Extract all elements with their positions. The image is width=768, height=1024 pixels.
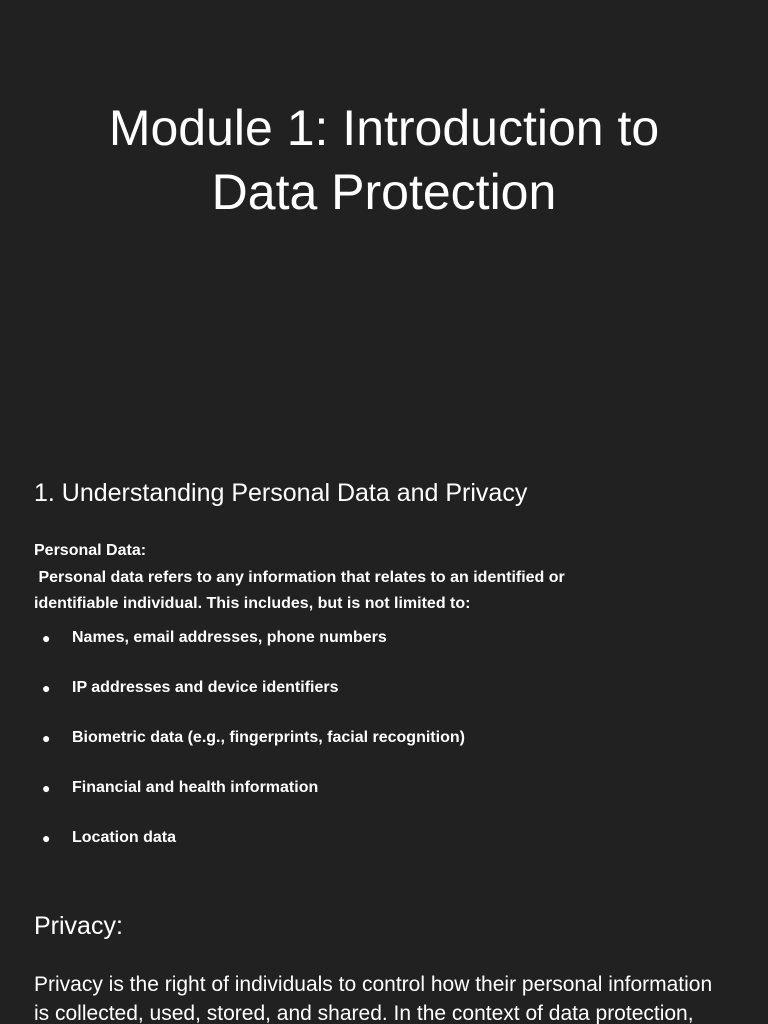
list-item-text: Biometric data (e.g., fingerprints, facial recognition) — [72, 729, 465, 746]
bullet-icon: ● — [42, 780, 51, 796]
bullet-icon: ● — [42, 680, 51, 696]
personal-data-line-1: Personal data refers to any information that relates to an identified or — [34, 569, 565, 586]
bullet-icon: ● — [42, 830, 51, 846]
personal-data-label: Personal Data: — [34, 542, 147, 559]
page-title-line-2: Data Protection — [211, 164, 557, 220]
bullet-icon: ● — [42, 730, 51, 746]
privacy-line-1: Privacy is the right of individuals to control how their personal information — [34, 973, 713, 996]
personal-data-line-2: identifiable individual. This includes, but is not limited to: — [34, 595, 471, 612]
list-item-text: Location data — [72, 829, 177, 846]
section-heading: 1. Understanding Personal Data and Privacy — [34, 479, 528, 507]
list-item-text: Financial and health information — [72, 779, 319, 796]
bullet-icon: ● — [42, 630, 51, 646]
page-title-line-1: Module 1: Introduction to — [108, 100, 660, 156]
privacy-line-2: is collected, used, stored, and shared. In the context of data protection, — [34, 1002, 694, 1024]
personal-data-definition — [34, 565, 734, 617]
privacy-heading: Privacy: — [34, 912, 123, 940]
page-title — [0, 96, 768, 224]
privacy-paragraph — [34, 970, 768, 1024]
list-item-text: Names, email addresses, phone numbers — [72, 629, 387, 646]
list-item-text: IP addresses and device identifiers — [72, 679, 339, 696]
